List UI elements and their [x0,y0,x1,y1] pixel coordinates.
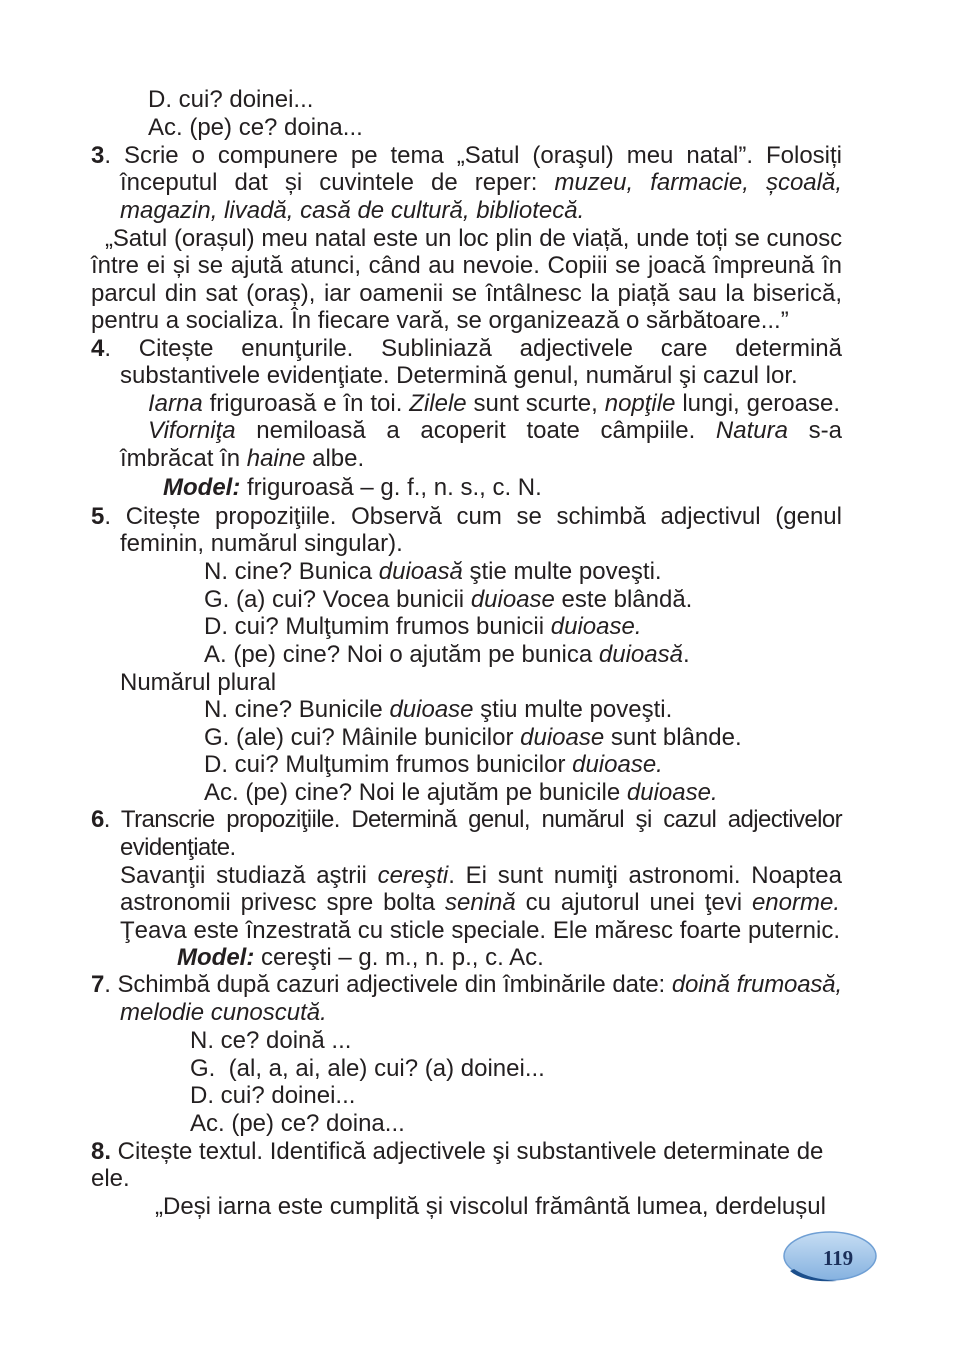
case-text: D. cui? Mulţumim frumos bunicilor [204,751,573,778]
ex5-plural-label: Numărul plural [120,669,277,696]
ex5-singular-dative [204,613,642,641]
ex4-number: 4 [91,335,105,362]
case-text: . [682,641,690,668]
ex4-model-line [163,474,542,502]
ex6-model-label: Model: [177,944,255,971]
ex4-noun-vifornita: Viforniţa [148,417,236,444]
case-adjective: duioase [520,724,605,751]
ex5-plural-accusative [204,779,718,807]
ex6-text: astronomii privesc spre bolta [120,889,445,916]
ex5-plural-genitive [204,724,742,752]
case-text: ştie multe poveşti. [462,558,662,585]
ex7-case-dative: D. cui? doinei... [190,1082,356,1109]
ex6-adjective-enorme: enorme. [751,889,840,916]
ex4-instruction-line-2: substantivele evidenţiate. Determină genul, numărul şi cazul lor. [120,362,798,389]
ex4-text: albe. [305,445,365,472]
case-text: D. cui? Mulţumim frumos bunicii [204,613,551,640]
case-adjective: duioase [389,696,474,723]
ex4-text: s-a [787,417,842,444]
case-adjective: duioasă [378,558,463,585]
ex6-adjective-senina: senină [445,889,516,916]
ex4-instruction-text-1: . Citește enunţurile. Subliniază adjectivele care determină [104,335,842,362]
ex6-text: . Ei sunt numiţi astronomi. Noaptea [448,862,842,889]
ex7-case-accusative: Ac. (pe) ce? doina... [190,1110,405,1137]
ex5-instruction-text-1: . Citește propoziţiile. Observă cum se schimbă adjectivul (genul [104,503,842,530]
ex6-text: Savanţii studiază aştrii [120,862,378,889]
ex4-model-text: friguroasă – g. f., n. s., c. N. [240,474,542,501]
ex8-instruction-text: Citește textul. Identifică adjectivele şi substantivele determinate de [111,1138,824,1165]
ex3-instruction-line-3 [120,197,584,225]
ex5-singular-nominative [204,558,662,586]
ex6-adjective-ceresti: cereşti [377,862,449,889]
case-adjective: duioase. [626,779,718,806]
case-text: ştiu multe poveşti. [473,696,673,723]
case-text: G. (a) cui? Vocea bunicii [204,586,471,613]
page-number: 119 [822,1246,854,1270]
ex6-instruction-line-2: evidenţiate. [120,834,236,861]
ex7-case-nominative: N. ce? doină ... [190,1027,352,1054]
case-adjective: duioasă [598,641,683,668]
ex7-instruction-line-2 [120,999,327,1027]
ex6-number: 6 [91,806,104,833]
ex6-text: cu ajutorul unei ţevi [515,889,752,916]
ex2-dative-case: D. cui? doinei... [148,86,314,113]
ex8-instruction-line-2: ele. [91,1165,130,1192]
ex4-noun-haine: haine [246,445,306,472]
ex5-instruction-line-2: feminin, numărul singular). [120,530,403,557]
ex3-beginning-line-4: pentru a socializa. În fiecare vară, se organizează o sărbătoare...” [91,307,789,334]
ex7-phrase-1: doină frumoasă, [671,971,842,998]
ex4-noun-noptile: nopţile [604,390,676,417]
ex8-number: 8. [91,1138,112,1165]
ex6-model-text: cereşti – g. m., n. p., c. Ac. [254,944,544,971]
ex3-number: 3 [91,142,105,169]
ex3-instruction-line-1 [91,142,842,170]
ex6-text-line-2 [120,889,840,917]
case-text: N. cine? Bunicile [204,696,390,723]
ex7-phrase-2: melodie cunoscută. [120,999,327,1026]
ex6-model-line [177,944,544,972]
ex7-case-genitive: G. (al, a, ai, ale) cui? (a) doinei... [190,1055,545,1082]
case-text: N. cine? Bunica [204,558,379,585]
ex6-text-line-3: Ţeava este înzestrată cu sticle speciale. Ele măresc foarte puternic. [120,917,840,944]
ex4-noun-iarna: Iarna [148,390,203,417]
ex4-text: sunt scurte, [466,390,605,417]
case-adjective: duioase [470,586,555,613]
ex4-instruction-line-1 [91,335,842,363]
ex6-instruction-line-1 [91,806,842,834]
ex7-number: 7 [91,971,105,998]
case-adjective: duioase. [572,751,663,778]
ex7-instruction-text: . Schimbă după cazuri adjectivele din îmbinările date: [104,971,672,998]
ex7-instruction-line-1 [91,971,842,999]
ex3-instruction-text-2: începutul dat și cuvintele de reper: [120,169,555,196]
ex8-text-start: „Deși iarna este cumplită și viscolul frământă lumea, derdelușul [155,1193,826,1220]
case-text: este blândă. [554,586,693,613]
ex3-beginning-line-2: între ei și se ajută atunci, când au nevoie. Copiii se joacă împreună în [91,252,842,279]
ex4-sentence-line-1 [148,390,840,418]
ex5-number: 5 [91,503,105,530]
ex4-text: lungi, geroase. [675,390,841,417]
ex8-instruction-line-1 [91,1138,823,1166]
case-text: G. (ale) cui? Mâinile bunicilor [204,724,521,751]
ex6-text-line-1 [120,862,842,890]
ex3-keywords-2: magazin, livadă, casă de cultură, bibliotecă. [120,197,585,224]
case-text: Ac. (pe) cine? Noi le ajutăm pe bunicile [204,779,627,806]
ex3-beginning-line-3: parcul din sat (oraș), iar oamenii se întâlnesc la piață sau la biserică, [91,280,842,307]
ex3-instruction-text-1: . Scrie o compunere pe tema „Satul (oraşul) meu natal”. Folosiți [104,142,842,169]
ex2-accusative-case: Ac. (pe) ce? doina... [148,114,363,141]
ex4-text: îmbrăcat în [120,445,247,472]
case-text: A. (pe) cine? Noi o ajutăm pe bunica [204,641,599,668]
ex5-plural-nominative [204,696,672,724]
ex5-instruction-line-1 [91,503,842,531]
ex4-noun-natura: Natura [715,417,788,444]
ex4-noun-zilele: Zilele [409,390,467,417]
ex3-instruction-line-2 [120,169,842,197]
ex4-sentence-line-3 [120,445,364,473]
ex3-beginning-line-1: „Satul (orașul) meu natal este un loc plin de viață, unde toți se cunosc [105,225,842,252]
ex5-plural-dative [204,751,663,779]
ex3-keywords-1: muzeu, farmacie, școală, [554,169,842,196]
case-adjective: duioase. [550,613,642,640]
ex4-text: friguroasă e în toi. [202,390,410,417]
ex4-sentence-line-2 [148,417,842,445]
ex5-singular-genitive [204,586,692,614]
case-text: sunt blânde. [604,724,742,751]
ex4-text: nemiloasă a acoperit toate câmpiile. [235,417,716,444]
ex4-model-label: Model: [163,474,241,501]
ex6-instruction-text-1: . Transcrie propoziţiile. Determină genul, numărul şi cazul adjectivelor [103,806,842,833]
ex5-singular-accusative [204,641,690,669]
